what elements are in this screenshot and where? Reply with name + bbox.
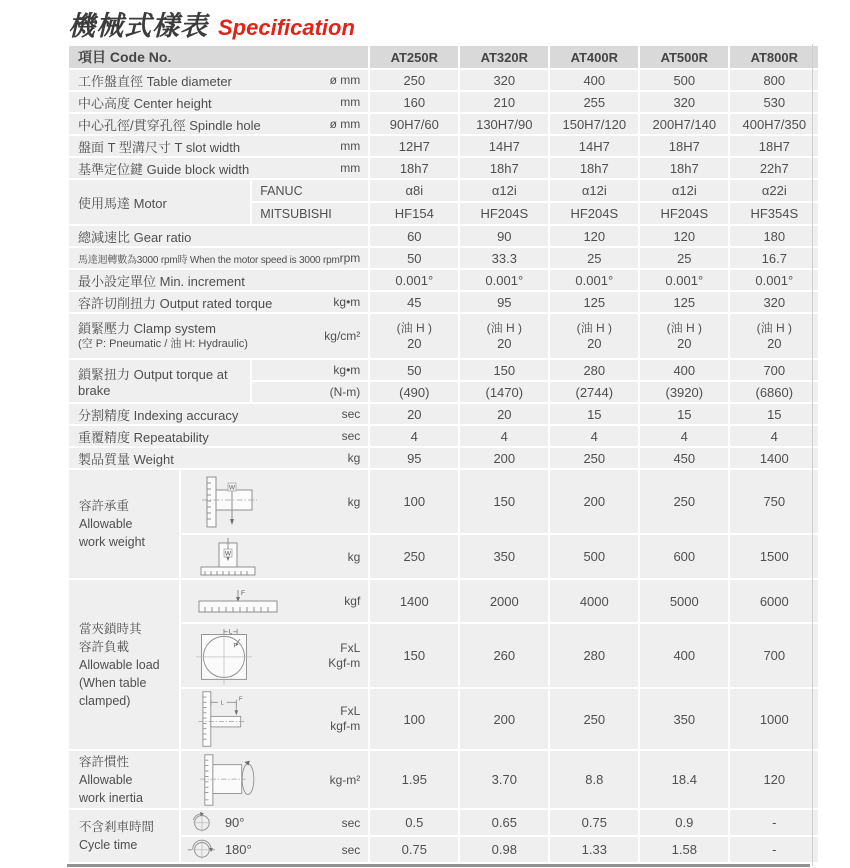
unit-text: sec [341,429,361,443]
spec-value: 450 [640,448,728,468]
unit-text: kg-m² [329,772,361,787]
length-label: L [220,700,224,707]
spec-value: 0.75 [550,810,638,835]
spec-value: 750 [730,470,818,533]
unit-line-1: FxL [340,704,361,718]
row-label-spindle-hole [69,114,368,134]
unit-line-2: kgf-m [330,719,361,733]
value-line-1: (油 H ) [576,321,612,335]
spec-value: - [730,837,818,862]
spec-value: 150 [460,360,548,380]
spec-value: 500 [640,70,728,90]
spec-value: (2744) [550,382,638,402]
column-header-at250r: AT250R [370,46,458,68]
spec-value: 400 [640,360,728,380]
unit-text: kg•m [333,295,361,309]
spec-value: 18h7 [550,158,638,178]
spec-value: 20 [370,404,458,424]
spec-value: 160 [370,92,458,112]
spec-value: 6000 [730,580,818,622]
page-title-en: Specification [218,15,355,40]
row-label-weight [69,448,368,468]
spec-value: 700 [730,360,818,380]
spec-value: 400 [550,70,638,90]
spec-value: 4 [550,426,638,446]
spec-value: 150 [370,624,458,687]
spec-value: 125 [550,292,638,312]
label-text: 中心孔徑/貫穿孔徑 Spindle hole [78,117,261,133]
value-line-2: 20 [407,336,422,351]
spec-value: 210 [460,92,548,112]
spec-value: HF204S [460,203,548,224]
spec-value: 8.8 [550,751,638,808]
unit-text: mm [340,139,361,153]
spec-value: 200 [460,689,548,749]
unit-text: ø mm [329,73,361,87]
label-text: 盤面 T 型溝尺寸 T slot width [78,139,241,155]
unit-text: sec [341,815,361,830]
diagram-cell [181,751,368,808]
spec-value: 400H7/350 [730,114,818,134]
spec-value: α12i [550,180,638,201]
length-label: L [228,628,233,636]
label-line: Allowable [79,517,133,531]
column-header-at320r: AT320R [460,46,548,68]
unit-line-1: FxL [340,640,361,655]
label-line: (When table [79,675,147,690]
diagram-cell [181,535,368,578]
unit-text [328,641,360,671]
spec-value: 4 [370,426,458,446]
spec-value: 18h7 [460,158,548,178]
spec-value: 20 [460,404,548,424]
spec-value: HF204S [550,203,638,224]
spec-value: 800 [730,70,818,90]
spec-value: 2000 [460,580,548,622]
label-line: 容許慣性 [79,754,130,769]
label-line-1: 鎖緊壓力 Clamp system [78,321,216,336]
label-text [78,320,248,352]
unit-text: kg [347,494,361,509]
section-label-allowable-load [69,580,179,749]
row-label-t-slot [69,136,368,156]
label-text: 容許切削扭力 Output rated torque [78,295,273,311]
spec-value: 700 [730,624,818,687]
spec-value: α22i [730,180,818,201]
unit-text: mm [340,95,361,109]
unit-text: kg/cm² [324,329,361,343]
spec-value: 14H7 [550,136,638,156]
spec-value: 1400 [730,448,818,468]
spec-value: 4 [730,426,818,446]
diagram-cell [181,837,368,862]
spec-value: HF204S [640,203,728,224]
spec-value: 320 [640,92,728,112]
spec-value: 100 [370,689,458,749]
label-line: Allowable [79,772,133,787]
spec-value: (6860) [730,382,818,402]
label-text: 製品質量 Weight [78,451,174,467]
brake-unit-kgm: kg•m [252,360,368,380]
row-label-min-increment [69,270,368,290]
page-title [68,4,355,43]
spec-value: 95 [370,448,458,468]
spec-value: 120 [730,751,818,808]
spec-value: 0.001° [460,270,548,290]
spec-value: 18H7 [640,136,728,156]
value-line-1: (油 H ) [666,321,702,335]
spec-value: 0.5 [370,810,458,835]
spec-value: 250 [550,448,638,468]
spec-value: 1400 [370,580,458,622]
spec-value: 180 [730,226,818,246]
spec-value: 1.33 [550,837,638,862]
column-header-at800r: AT800R [730,46,818,68]
spec-value: 280 [550,360,638,380]
section-label-cycle-time [69,810,179,862]
label-line: work inertia [79,790,143,805]
spec-value: 4000 [550,580,638,622]
spec-value: 250 [640,470,728,533]
unit-text: kg [347,549,361,564]
rotate-180-icon [181,837,215,862]
force-label: F [233,642,237,650]
spec-value: 120 [550,226,638,246]
diagram-cell [181,810,368,835]
row-label-guide-block [69,158,368,178]
motor-brand-mitsubishi: MITSUBISHI [252,203,368,224]
spec-value: α12i [640,180,728,201]
spec-value: 200 [460,448,548,468]
spec-value: 25 [550,248,638,268]
section-label-inertia [69,751,179,808]
value-line-2: 20 [497,336,512,351]
spec-value: 1.58 [640,837,728,862]
force-label: F [238,696,243,703]
spec-value: 0.65 [460,810,548,835]
label-text: 最小設定單位 Min. increment [78,273,245,289]
spec-value: (1470) [460,382,548,402]
row-label-table-diameter [69,70,368,90]
label-line: clamped) [79,693,131,708]
spec-value: 14H7 [460,136,548,156]
unit-text: kg [347,451,361,465]
motor-brand-fanuc: FANUC [252,180,368,201]
label-line-2: (空 P: Pneumatic / 油 H: Hydraulic) [78,338,248,350]
spec-value: 22h7 [730,158,818,178]
axial-force-icon [195,586,281,616]
spec-value: 45 [370,292,458,312]
angle-label: 90° [224,815,245,830]
spec-value [550,314,638,358]
radial-moment-top-view-icon [195,627,253,685]
label-text: 工作盤直徑 Table diameter [78,73,232,89]
label-line: Cycle time [79,838,138,852]
rotation-inertia-icon [195,753,265,807]
value-line-1: (油 H ) [486,321,522,335]
row-label-brake-torque: 鎖緊扭力 Output torque at brake [69,360,250,402]
spec-value: 100 [370,470,458,533]
spec-value: α8i [370,180,458,201]
spec-value: α12i [460,180,548,201]
label-line: 不含剎車時間 [79,820,155,834]
spec-value: 15 [730,404,818,424]
row-label-rated-torque [69,292,368,312]
spec-value: 150H7/120 [550,114,638,134]
spec-value: 200 [550,470,638,533]
brake-unit-nm: (N-m) [252,382,368,402]
spec-table [67,44,820,864]
spec-value: 130H7/90 [460,114,548,134]
spec-value [460,314,548,358]
top-mount-weight-icon [195,537,261,577]
spec-value: HF354S [730,203,818,224]
spec-value: 250 [550,689,638,749]
label-line: 當夾鎖時其 [79,621,142,636]
spec-value: 18h7 [370,158,458,178]
spec-value: 500 [550,535,638,578]
row-label-repeatability [69,426,368,446]
force-label: F [240,590,245,597]
spec-value: 16.7 [730,248,818,268]
spec-value: 90 [460,226,548,246]
spec-value: 4 [640,426,728,446]
spec-value: (490) [370,382,458,402]
spec-value: - [730,810,818,835]
spec-value: 200H7/140 [640,114,728,134]
row-label-motor-speed [69,248,368,268]
spec-value: 260 [460,624,548,687]
spec-value: 4 [460,426,548,446]
label-line: work weight [79,535,145,549]
label-line: 容許承重 [79,499,130,513]
unit-text: ø mm [329,117,361,131]
spec-value: 400 [640,624,728,687]
page-edge-line [812,44,813,866]
spec-value: 250 [370,70,458,90]
row-label-indexing-accuracy [69,404,368,424]
label-text: 總減速比 Gear ratio [78,229,192,245]
spec-value [730,314,818,358]
unit-text: sec [341,842,361,857]
unit-text: mm [340,161,361,175]
spec-value [370,314,458,358]
overhang-moment-side-view-icon [195,690,253,748]
value-line-2: 20 [767,336,782,351]
spec-value: 33.3 [460,248,548,268]
row-label-center-height [69,92,368,112]
spec-value: 18H7 [730,136,818,156]
spec-value: 15 [550,404,638,424]
spec-value: 95 [460,292,548,312]
page-title-zh: 機械式樣表 [68,11,208,41]
spec-value: 600 [640,535,728,578]
spec-value [640,314,728,358]
spec-value: 1.95 [370,751,458,808]
row-label-motor: 使用馬達 Motor [69,180,250,224]
weight-label: W [224,549,231,557]
unit-text: sec [341,407,361,421]
label-text: 重覆精度 Repeatability [78,429,209,445]
spec-value: 0.001° [550,270,638,290]
spec-value: HF154 [370,203,458,224]
spec-value: 25 [640,248,728,268]
spec-value: 0.9 [640,810,728,835]
spec-value: 50 [370,360,458,380]
spec-value: 15 [640,404,728,424]
row-label-gear-ratio [69,226,368,246]
label-text: 分割精度 Indexing accuracy [78,407,239,423]
label-line: 容許負載 [79,639,130,654]
side-mount-weight-icon [195,474,261,530]
label-text: 中心高度 Center height [78,95,212,111]
table-bottom-rule [67,864,810,867]
spec-value: 5000 [640,580,728,622]
spec-value: 12H7 [370,136,458,156]
spec-value: 18.4 [640,751,728,808]
spec-value: (3920) [640,382,728,402]
diagram-cell [181,580,368,622]
spec-value: 125 [640,292,728,312]
spec-value: 18h7 [640,158,728,178]
spec-value: 350 [640,689,728,749]
column-header-at500r: AT500R [640,46,728,68]
spec-value: 320 [460,70,548,90]
spec-value: 50 [370,248,458,268]
value-line-1: (油 H ) [396,321,432,335]
section-label-work-weight [69,470,179,578]
spec-value: 90H7/60 [370,114,458,134]
value-line-2: 20 [587,336,602,351]
diagram-cell [181,689,368,749]
label-line: Allowable load [79,657,160,672]
spec-value: 530 [730,92,818,112]
spec-value: 350 [460,535,548,578]
spec-value: 1500 [730,535,818,578]
unit-text: kgf [344,594,361,608]
label-text: 馬達迴轉數為3000 rpm時 When the motor speed is 3000 rpm [78,254,340,266]
spec-value: 320 [730,292,818,312]
spec-value: 0.98 [460,837,548,862]
spec-value: 0.001° [730,270,818,290]
spec-value: 150 [460,470,548,533]
spec-value: 1000 [730,689,818,749]
spec-value: 60 [370,226,458,246]
angle-label: 180° [224,842,252,857]
unit-text [330,704,360,734]
column-header-at400r: AT400R [550,46,638,68]
spec-value: 280 [550,624,638,687]
weight-label: W [228,483,235,491]
label-text: 基準定位鍵 Guide block width [78,161,250,177]
row-label-clamp-system [69,314,368,358]
header-code-no: 項目 Code No. [69,46,368,68]
spec-value: 0.001° [640,270,728,290]
spec-value: 120 [640,226,728,246]
diagram-cell [181,624,368,687]
unit-line-2: Kgf-m [328,655,361,670]
spec-value: 255 [550,92,638,112]
value-line-2: 20 [677,336,692,351]
value-line-1: (油 H ) [756,321,792,335]
diagram-cell [181,470,368,533]
unit-text: rpm [339,251,361,265]
rotate-90-icon [181,810,215,835]
spec-value: 0.001° [370,270,458,290]
spec-value: 250 [370,535,458,578]
spec-value: 3.70 [460,751,548,808]
spec-value: 0.75 [370,837,458,862]
